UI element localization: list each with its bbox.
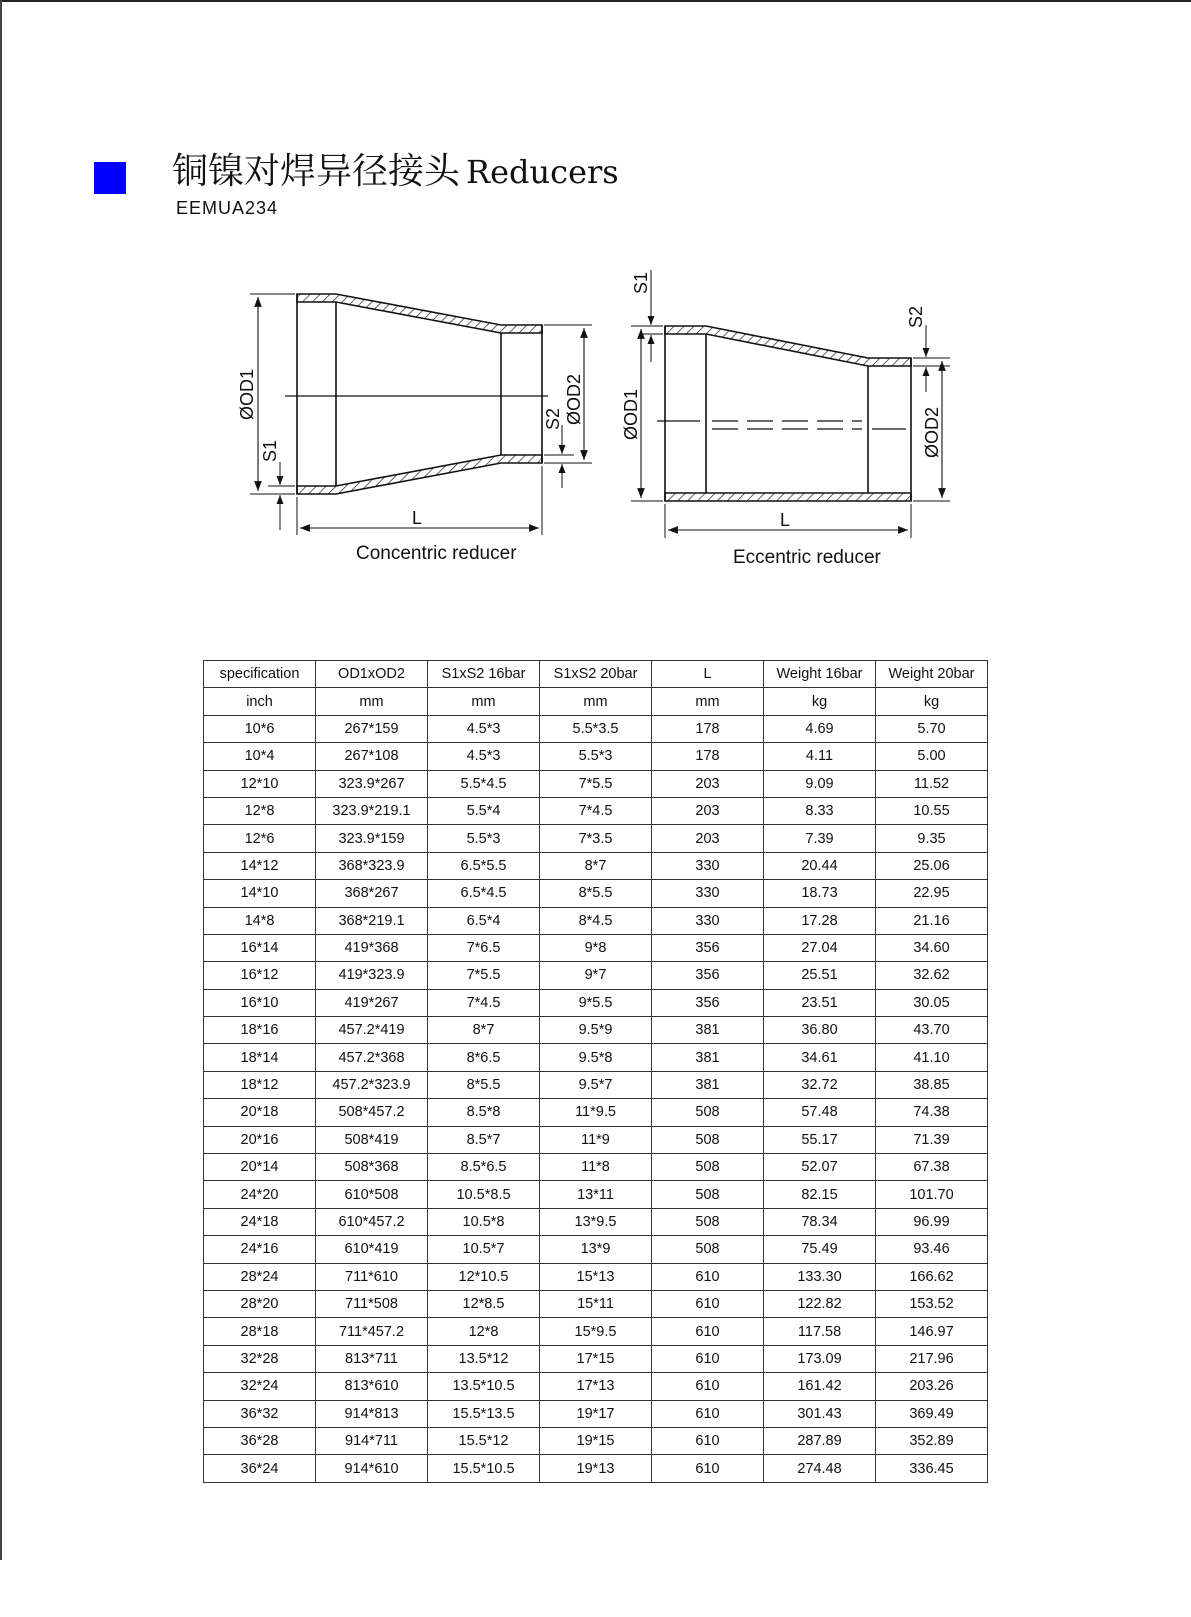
table-cell: 75.49 — [764, 1236, 876, 1263]
table-cell: 8*7 — [540, 852, 652, 879]
table-cell: 267*108 — [316, 743, 428, 770]
table-cell: 13*9 — [540, 1236, 652, 1263]
table-cell: 8.33 — [764, 797, 876, 824]
table-row — [204, 715, 988, 742]
table-cell: 5.5*4 — [428, 797, 540, 824]
table-cell: 14*12 — [204, 852, 316, 879]
table-cell: 352.89 — [876, 1427, 988, 1454]
table-cell: 813*711 — [316, 1345, 428, 1372]
concentric-od2-label: ØOD2 — [564, 373, 584, 425]
table-cell: 18*16 — [204, 1017, 316, 1044]
table-cell: 508*368 — [316, 1154, 428, 1181]
table-row — [204, 1427, 988, 1454]
table-cell: 166.62 — [876, 1263, 988, 1290]
header-od1xod2: OD1xOD2 — [316, 661, 428, 688]
table-cell: 117.58 — [764, 1318, 876, 1345]
table-cell: 23.51 — [764, 989, 876, 1016]
table-cell: 9*8 — [540, 934, 652, 961]
table-cell: 419*368 — [316, 934, 428, 961]
table-cell: 610 — [652, 1290, 764, 1317]
table-cell: 18*14 — [204, 1044, 316, 1071]
table-cell: 32*28 — [204, 1345, 316, 1372]
table-cell: 5.5*3.5 — [540, 715, 652, 742]
table-row — [204, 907, 988, 934]
table-cell: 508 — [652, 1126, 764, 1153]
table-cell: 18*12 — [204, 1071, 316, 1098]
table-body — [204, 715, 988, 1482]
eccentric-od2-label: ØOD2 — [922, 406, 942, 458]
table-cell: 217.96 — [876, 1345, 988, 1372]
table-row — [204, 743, 988, 770]
table-cell: 203.26 — [876, 1373, 988, 1400]
table-cell: 610 — [652, 1263, 764, 1290]
table-cell: 16*14 — [204, 934, 316, 961]
table-cell: 173.09 — [764, 1345, 876, 1372]
table-cell: 330 — [652, 907, 764, 934]
table-cell: 356 — [652, 934, 764, 961]
table-cell: 96.99 — [876, 1208, 988, 1235]
table-cell: 9.35 — [876, 825, 988, 852]
table-cell: 508 — [652, 1154, 764, 1181]
table-cell: 15.5*10.5 — [428, 1455, 540, 1482]
table-cell: 711*457.2 — [316, 1318, 428, 1345]
table-cell: 13*9.5 — [540, 1208, 652, 1235]
table-cell: 10.5*8 — [428, 1208, 540, 1235]
table-row — [204, 962, 988, 989]
table-cell: 12*10 — [204, 770, 316, 797]
table-row — [204, 1373, 988, 1400]
table-cell: 356 — [652, 989, 764, 1016]
table-row — [204, 1455, 988, 1482]
table-cell: 43.70 — [876, 1017, 988, 1044]
table-cell: 32*24 — [204, 1373, 316, 1400]
eccentric-caption: Eccentric reducer — [733, 547, 881, 568]
table-row — [204, 1044, 988, 1071]
table-cell: 161.42 — [764, 1373, 876, 1400]
table-cell: 36*24 — [204, 1455, 316, 1482]
concentric-od1-label: ØOD1 — [237, 368, 257, 420]
table-row — [204, 1126, 988, 1153]
table-cell: 13.5*12 — [428, 1345, 540, 1372]
table-cell: 7*3.5 — [540, 825, 652, 852]
table-cell: 5.5*3 — [540, 743, 652, 770]
unit-cell: kg — [764, 688, 876, 715]
table-cell: 330 — [652, 852, 764, 879]
eccentric-reducer-drawing — [631, 270, 950, 538]
table-cell: 27.04 — [764, 934, 876, 961]
table-cell: 178 — [652, 743, 764, 770]
header-s1xs2-20bar: S1xS2 20bar — [540, 661, 652, 688]
eccentric-od1-label: ØOD1 — [621, 388, 641, 440]
table-cell: 4.5*3 — [428, 715, 540, 742]
table-cell: 36*32 — [204, 1400, 316, 1427]
table-row — [204, 1181, 988, 1208]
table-cell: 15*9.5 — [540, 1318, 652, 1345]
table-cell: 20*16 — [204, 1126, 316, 1153]
table-cell: 11.52 — [876, 770, 988, 797]
table-row — [204, 880, 988, 907]
table-cell: 7.39 — [764, 825, 876, 852]
table-cell: 287.89 — [764, 1427, 876, 1454]
table-cell: 12*6 — [204, 825, 316, 852]
table-cell: 368*267 — [316, 880, 428, 907]
table-cell: 15*11 — [540, 1290, 652, 1317]
concentric-dimension-labels — [237, 369, 584, 528]
table-header-row — [204, 661, 988, 688]
table-cell: 610 — [652, 1373, 764, 1400]
table-cell: 22.95 — [876, 880, 988, 907]
title-english: Reducers — [466, 153, 619, 191]
table-row — [204, 770, 988, 797]
table-cell: 10.55 — [876, 797, 988, 824]
standard-label: EEMUA234 — [176, 198, 279, 218]
table-cell: 203 — [652, 825, 764, 852]
table-row — [204, 1400, 988, 1427]
table-cell: 18.73 — [764, 880, 876, 907]
table-row — [204, 1071, 988, 1098]
table-cell: 9*7 — [540, 962, 652, 989]
table-cell: 8.5*6.5 — [428, 1154, 540, 1181]
table-cell: 30.05 — [876, 989, 988, 1016]
table-cell: 57.48 — [764, 1099, 876, 1126]
table-cell: 508 — [652, 1099, 764, 1126]
table-cell: 368*219.1 — [316, 907, 428, 934]
table-cell: 419*267 — [316, 989, 428, 1016]
table-cell: 13.5*10.5 — [428, 1373, 540, 1400]
header-weight-20bar: Weight 20bar — [876, 661, 988, 688]
table-cell: 178 — [652, 715, 764, 742]
table-cell: 20*18 — [204, 1099, 316, 1126]
table-cell: 457.2*368 — [316, 1044, 428, 1071]
table-cell: 15.5*12 — [428, 1427, 540, 1454]
unit-cell: mm — [316, 688, 428, 715]
table-cell: 8*7 — [428, 1017, 540, 1044]
table-cell: 508 — [652, 1236, 764, 1263]
table-cell: 5.00 — [876, 743, 988, 770]
table-cell: 11*9 — [540, 1126, 652, 1153]
eccentric-s2-label: S2 — [906, 305, 926, 328]
title-chinese: 铜镍对焊异径接头 — [172, 151, 461, 192]
table-cell: 4.11 — [764, 743, 876, 770]
table-cell: 36.80 — [764, 1017, 876, 1044]
table-row — [204, 1236, 988, 1263]
table-cell: 8*5.5 — [428, 1071, 540, 1098]
table-row — [204, 1017, 988, 1044]
table-cell: 9.5*9 — [540, 1017, 652, 1044]
table-cell: 12*10.5 — [428, 1263, 540, 1290]
unit-cell: mm — [652, 688, 764, 715]
table-cell: 19*15 — [540, 1427, 652, 1454]
table-cell: 610 — [652, 1427, 764, 1454]
table-cell: 15.5*13.5 — [428, 1400, 540, 1427]
table-cell: 93.46 — [876, 1236, 988, 1263]
table-row — [204, 852, 988, 879]
eccentric-l-label: L — [780, 510, 791, 530]
eccentric-dimension-labels — [621, 272, 942, 530]
table-cell: 34.61 — [764, 1044, 876, 1071]
table-cell: 12*8.5 — [428, 1290, 540, 1317]
table-cell: 419*323.9 — [316, 962, 428, 989]
table-cell: 19*17 — [540, 1400, 652, 1427]
table-cell: 610*508 — [316, 1181, 428, 1208]
table-cell: 20*14 — [204, 1154, 316, 1181]
table-cell: 8.5*7 — [428, 1126, 540, 1153]
table-row — [204, 989, 988, 1016]
table-row — [204, 1263, 988, 1290]
table-cell: 25.51 — [764, 962, 876, 989]
table-cell: 20.44 — [764, 852, 876, 879]
unit-cell: kg — [876, 688, 988, 715]
table-cell: 52.07 — [764, 1154, 876, 1181]
table-cell: 5.5*3 — [428, 825, 540, 852]
table-cell: 122.82 — [764, 1290, 876, 1317]
table-cell: 8*5.5 — [540, 880, 652, 907]
table-units-row — [204, 688, 988, 715]
table-cell: 32.72 — [764, 1071, 876, 1098]
table-cell: 323.9*267 — [316, 770, 428, 797]
table-cell: 7*5.5 — [540, 770, 652, 797]
unit-cell: inch — [204, 688, 316, 715]
table-cell: 9.09 — [764, 770, 876, 797]
table-cell: 34.60 — [876, 934, 988, 961]
table-cell: 8*4.5 — [540, 907, 652, 934]
table-cell: 17.28 — [764, 907, 876, 934]
table-cell: 369.49 — [876, 1400, 988, 1427]
table-cell: 19*13 — [540, 1455, 652, 1482]
table-row — [204, 1345, 988, 1372]
table-cell: 15*13 — [540, 1263, 652, 1290]
table-cell: 457.2*323.9 — [316, 1071, 428, 1098]
table-cell: 5.5*4.5 — [428, 770, 540, 797]
table-cell: 14*8 — [204, 907, 316, 934]
table-cell: 6.5*4 — [428, 907, 540, 934]
concentric-s2-label: S2 — [543, 407, 563, 430]
table-cell: 8.5*8 — [428, 1099, 540, 1126]
table-cell: 38.85 — [876, 1071, 988, 1098]
table-cell: 14*10 — [204, 880, 316, 907]
table-cell: 610*457.2 — [316, 1208, 428, 1235]
table-cell: 203 — [652, 797, 764, 824]
table-cell: 10.5*7 — [428, 1236, 540, 1263]
table-cell: 457.2*419 — [316, 1017, 428, 1044]
table-cell: 711*610 — [316, 1263, 428, 1290]
table-cell: 24*18 — [204, 1208, 316, 1235]
table-cell: 71.39 — [876, 1126, 988, 1153]
concentric-reducer-drawing — [250, 294, 592, 535]
table-cell: 6.5*5.5 — [428, 852, 540, 879]
table-cell: 368*323.9 — [316, 852, 428, 879]
table-cell: 301.43 — [764, 1400, 876, 1427]
table-cell: 7*4.5 — [540, 797, 652, 824]
table-row — [204, 1290, 988, 1317]
table-cell: 133.30 — [764, 1263, 876, 1290]
table-cell: 24*16 — [204, 1236, 316, 1263]
table-cell: 10*4 — [204, 743, 316, 770]
reducer-drawings — [0, 0, 1191, 600]
table-cell: 330 — [652, 880, 764, 907]
table-cell: 17*15 — [540, 1345, 652, 1372]
table-cell: 4.69 — [764, 715, 876, 742]
table-cell: 8*6.5 — [428, 1044, 540, 1071]
table-cell: 28*18 — [204, 1318, 316, 1345]
table-cell: 381 — [652, 1044, 764, 1071]
table-cell: 74.38 — [876, 1099, 988, 1126]
table-cell: 610 — [652, 1345, 764, 1372]
table-cell: 21.16 — [876, 907, 988, 934]
table-cell: 10*6 — [204, 715, 316, 742]
table-cell: 610*419 — [316, 1236, 428, 1263]
table-cell: 914*711 — [316, 1427, 428, 1454]
table-cell: 508 — [652, 1208, 764, 1235]
eccentric-s1-label: S1 — [631, 271, 651, 294]
table-row — [204, 1318, 988, 1345]
table-row — [204, 934, 988, 961]
table-row — [204, 797, 988, 824]
table-cell: 914*813 — [316, 1400, 428, 1427]
table-cell: 9.5*7 — [540, 1071, 652, 1098]
table-cell: 267*159 — [316, 715, 428, 742]
header-weight-16bar: Weight 16bar — [764, 661, 876, 688]
table-cell: 101.70 — [876, 1181, 988, 1208]
table-cell: 32.62 — [876, 962, 988, 989]
table-cell: 914*610 — [316, 1455, 428, 1482]
table-cell: 381 — [652, 1017, 764, 1044]
table-row — [204, 825, 988, 852]
table-cell: 274.48 — [764, 1455, 876, 1482]
table-cell: 28*20 — [204, 1290, 316, 1317]
table-cell: 6.5*4.5 — [428, 880, 540, 907]
table-cell: 203 — [652, 770, 764, 797]
table-cell: 7*4.5 — [428, 989, 540, 1016]
table-cell: 7*6.5 — [428, 934, 540, 961]
concentric-l-label: L — [412, 508, 423, 528]
table-cell: 13*11 — [540, 1181, 652, 1208]
table-cell: 24*20 — [204, 1181, 316, 1208]
table-cell: 55.17 — [764, 1126, 876, 1153]
table-cell: 25.06 — [876, 852, 988, 879]
table-cell: 153.52 — [876, 1290, 988, 1317]
table-cell: 381 — [652, 1071, 764, 1098]
table-cell: 356 — [652, 962, 764, 989]
table-cell: 323.9*219.1 — [316, 797, 428, 824]
table-cell: 12*8 — [428, 1318, 540, 1345]
table-cell: 610 — [652, 1455, 764, 1482]
table-cell: 11*8 — [540, 1154, 652, 1181]
unit-cell: mm — [540, 688, 652, 715]
table-cell: 41.10 — [876, 1044, 988, 1071]
table-cell: 4.5*3 — [428, 743, 540, 770]
table-cell: 10.5*8.5 — [428, 1181, 540, 1208]
concentric-caption: Concentric reducer — [356, 543, 517, 564]
table-cell: 78.34 — [764, 1208, 876, 1235]
table-cell: 323.9*159 — [316, 825, 428, 852]
table-cell: 16*10 — [204, 989, 316, 1016]
table-cell: 17*13 — [540, 1373, 652, 1400]
table-cell: 82.15 — [764, 1181, 876, 1208]
table-row — [204, 1099, 988, 1126]
table-cell: 9.5*8 — [540, 1044, 652, 1071]
table-cell: 508*419 — [316, 1126, 428, 1153]
table-cell: 9*5.5 — [540, 989, 652, 1016]
table-cell: 5.70 — [876, 715, 988, 742]
table-cell: 610 — [652, 1400, 764, 1427]
table-cell: 7*5.5 — [428, 962, 540, 989]
table-row — [204, 1208, 988, 1235]
table-cell: 813*610 — [316, 1373, 428, 1400]
table-cell: 336.45 — [876, 1455, 988, 1482]
table-cell: 28*24 — [204, 1263, 316, 1290]
table-cell: 11*9.5 — [540, 1099, 652, 1126]
table-row — [204, 1154, 988, 1181]
table-cell: 16*12 — [204, 962, 316, 989]
header-length: L — [652, 661, 764, 688]
table-cell: 146.97 — [876, 1318, 988, 1345]
table-cell: 67.38 — [876, 1154, 988, 1181]
table-cell: 610 — [652, 1318, 764, 1345]
concentric-s1-label: S1 — [260, 439, 280, 462]
table-cell: 711*508 — [316, 1290, 428, 1317]
table-cell: 508*457.2 — [316, 1099, 428, 1126]
table-cell: 12*8 — [204, 797, 316, 824]
table-cell: 508 — [652, 1181, 764, 1208]
header-specification: specification — [204, 661, 316, 688]
table-cell: 36*28 — [204, 1427, 316, 1454]
header-s1xs2-16bar: S1xS2 16bar — [428, 661, 540, 688]
unit-cell: mm — [428, 688, 540, 715]
reducer-spec-table — [203, 660, 988, 1483]
